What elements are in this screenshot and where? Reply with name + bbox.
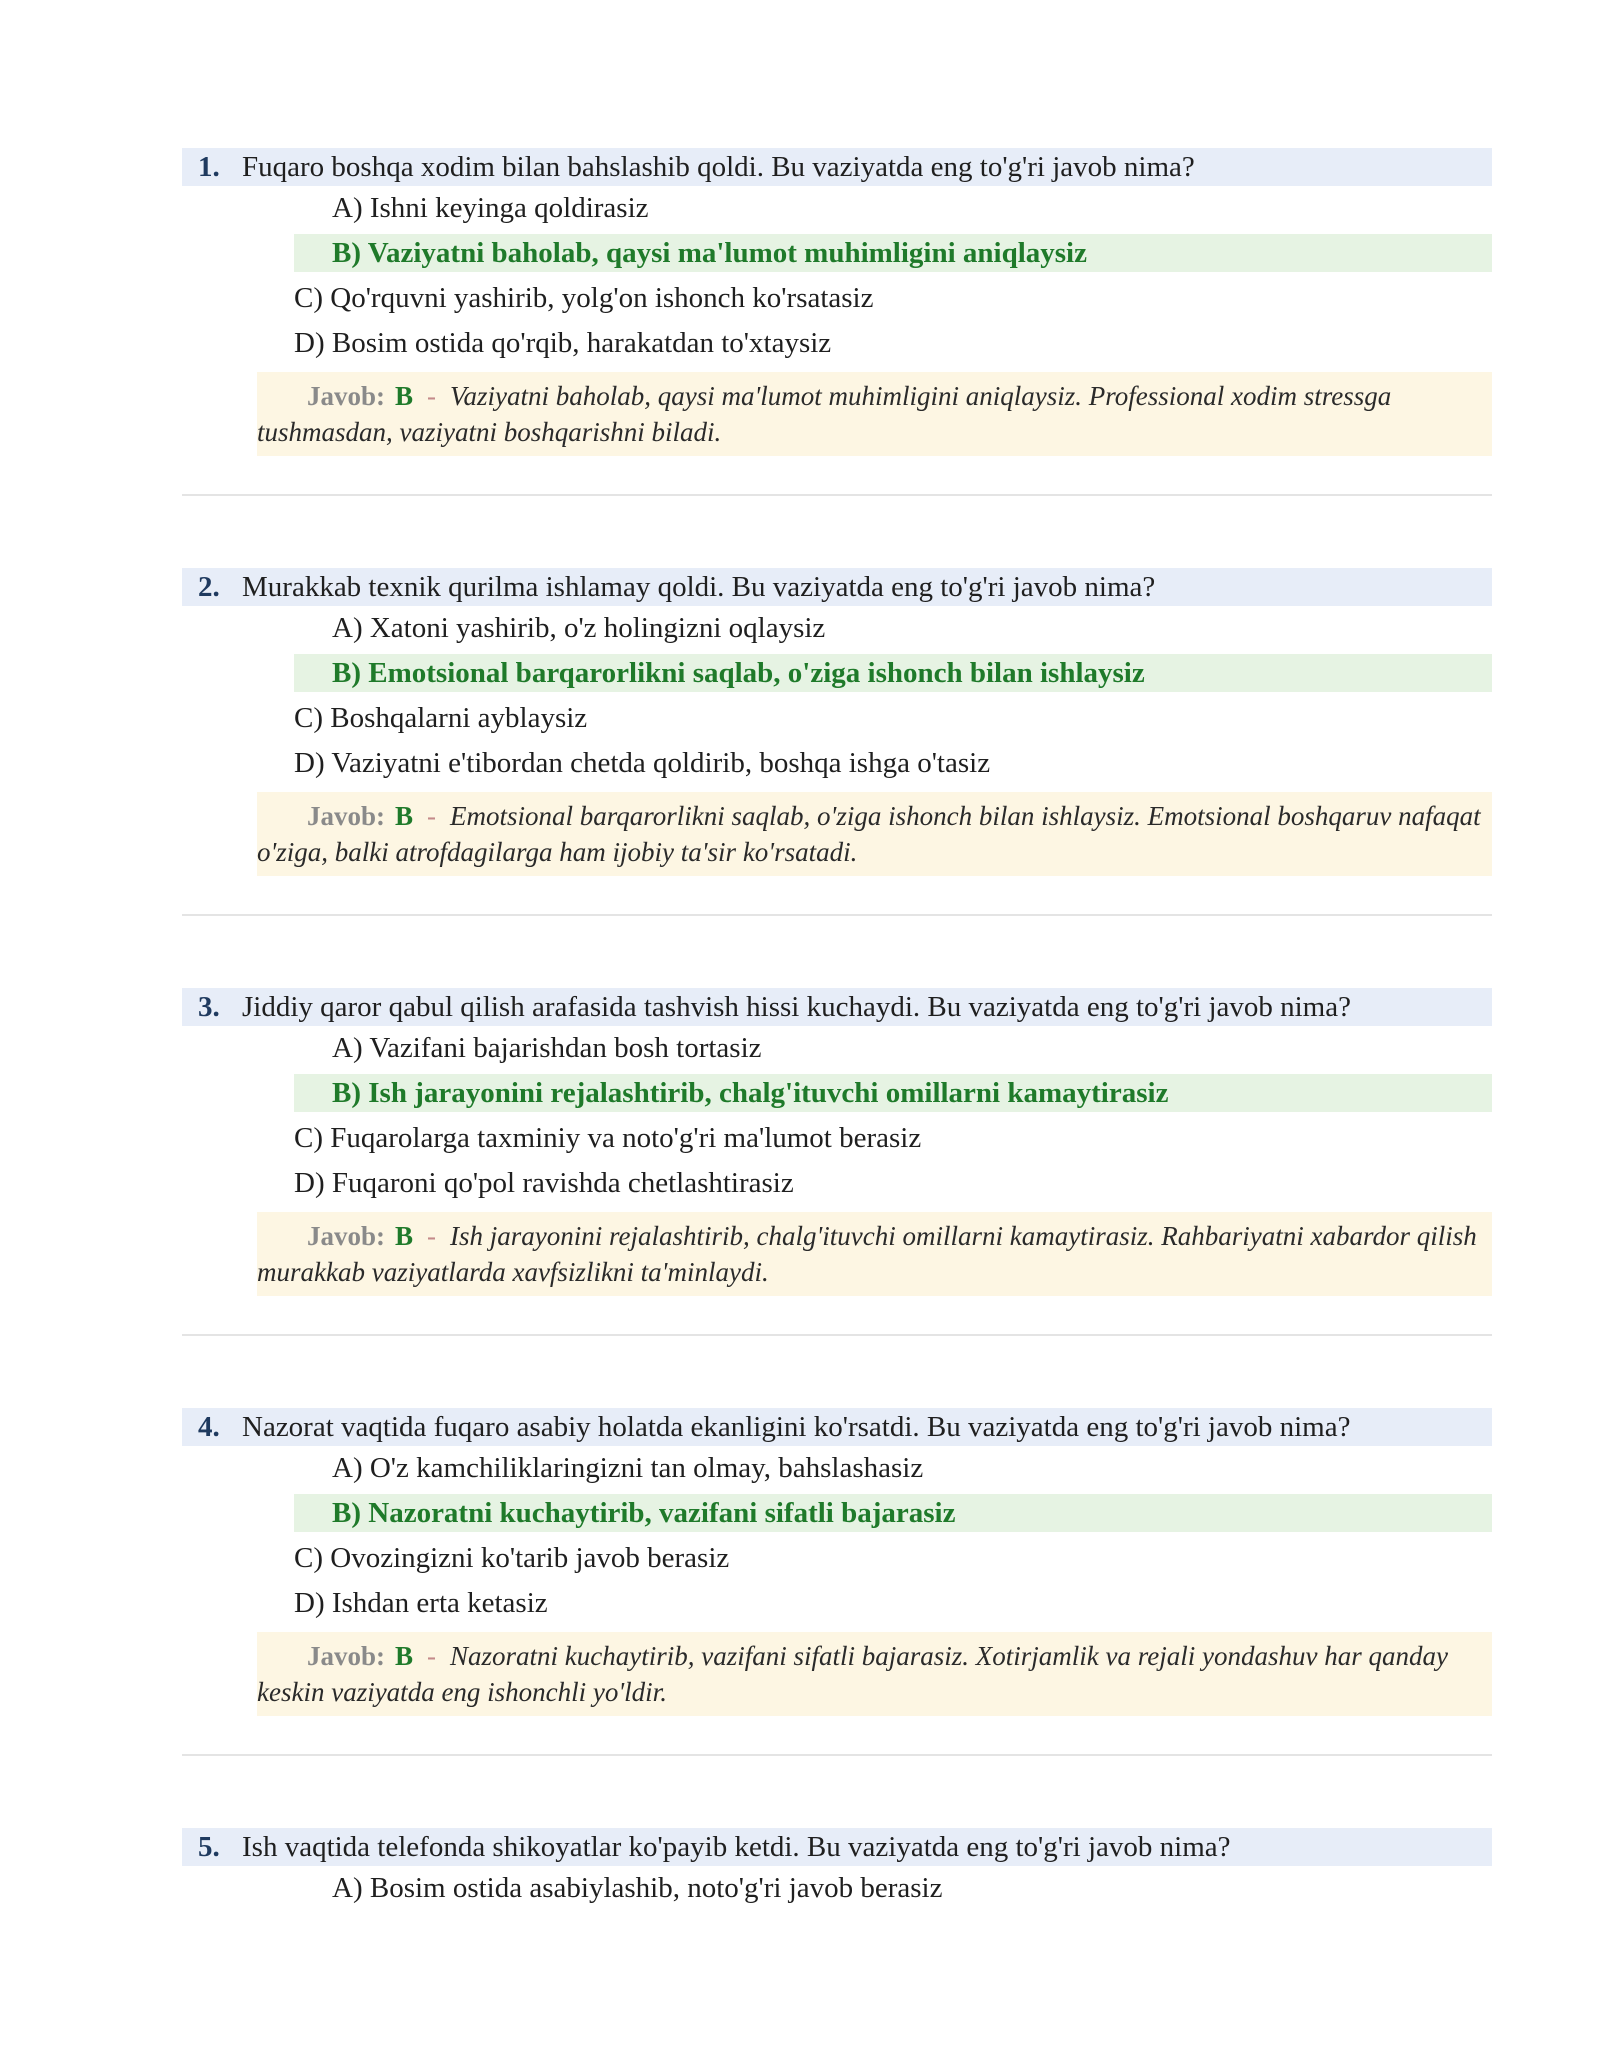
option-d: D) Fuqaroni qo'pol ravishda chetlashtirasiz [294, 1167, 794, 1199]
divider [182, 1334, 1492, 1336]
option-c: C) Fuqarolarga taxminiy va noto'g'ri ma'lumot berasiz [294, 1122, 922, 1154]
question-number: 3. [198, 991, 220, 1023]
answer-text: Nazoratni kuchaytirib, vazifani sifatli bajarasiz. Xotirjamlik va rejali yondashuv har qanday keskin vaziyatda eng ishonchli yo'ldir. [257, 1641, 1448, 1707]
question-text: Ish vaqtida telefonda shikoyatlar ko'payib ketdi. Bu vaziyatda eng to'g'ri javob nima? [242, 1831, 1231, 1863]
option-c: C) Qo'rquvni yashirib, yolg'on ishonch ko'rsatasiz [294, 282, 874, 314]
answer-box [257, 372, 1492, 456]
question-4 [182, 1408, 1492, 1716]
question-title [182, 148, 1492, 186]
question-5 [182, 1828, 1492, 1911]
question-title [182, 988, 1492, 1026]
question-text: Jiddiy qaror qabul qilish arafasida tashvish hissi kuchaydi. Bu vaziyatda eng to'g'ri javob nima? [242, 991, 1351, 1023]
answer-dash: - [427, 381, 437, 411]
question-number: 5. [198, 1831, 220, 1863]
divider [182, 494, 1492, 496]
question-text: Nazorat vaqtida fuqaro asabiy holatda ekanligini ko'rsatdi. Bu vaziyatda eng to'g'ri javob nima? [242, 1411, 1351, 1443]
answer-text: Emotsional barqarorlikni saqlab, o'ziga ishonch bilan ishlaysiz. Emotsional boshqaruv nafaqat o'ziga, balki atrofdagilarga ham ijobiy ta'sir ko'rsatadi. [257, 801, 1481, 867]
option-a: A) O'z kamchiliklaringizni tan olmay, bahslashasiz [332, 1452, 924, 1484]
answer-dash: - [427, 801, 437, 831]
answer-label: Javob: [307, 381, 386, 411]
answer-letter: B [395, 1221, 414, 1251]
answer-dash: - [427, 1641, 437, 1671]
option-b-correct: B) Nazoratni kuchaytirib, vazifani sifatli bajarasiz [294, 1494, 1492, 1532]
question-number: 4. [198, 1411, 220, 1443]
option-d: D) Bosim ostida qo'rqib, harakatdan to'xtaysiz [294, 327, 832, 359]
answer-text: Vaziyatni baholab, qaysi ma'lumot muhimligini aniqlaysiz. Professional xodim stressga tushmasdan, vaziyatni boshqarishni biladi. [257, 381, 1392, 447]
option-a: A) Ishni keyinga qoldirasiz [332, 192, 649, 224]
answer-box [257, 792, 1492, 876]
answer-letter: B [395, 381, 414, 411]
answer-text: Ish jarayonini rejalashtirib, chalg'ituvchi omillarni kamaytirasiz. Rahbariyatni xabardor qilish murakkab vaziyatlarda xavfsizlikni ta'minlaydi. [257, 1221, 1477, 1287]
option-d: D) Ishdan erta ketasiz [294, 1587, 548, 1619]
question-text: Fuqaro boshqa xodim bilan bahslashib qoldi. Bu vaziyatda eng to'g'ri javob nima? [242, 151, 1195, 183]
option-c: C) Ovozingizni ko'tarib javob berasiz [294, 1542, 730, 1574]
question-1 [182, 148, 1492, 456]
answer-label: Javob: [307, 1641, 386, 1671]
question-text: Murakkab texnik qurilma ishlamay qoldi. Bu vaziyatda eng to'g'ri javob nima? [242, 571, 1156, 603]
option-a: A) Xatoni yashirib, o'z holingizni oqlaysiz [332, 612, 826, 644]
question-title [182, 568, 1492, 606]
question-3 [182, 988, 1492, 1296]
answer-letter: B [395, 801, 414, 831]
question-title [182, 1828, 1492, 1866]
option-a: A) Bosim ostida asabiylashib, noto'g'ri javob berasiz [332, 1872, 943, 1904]
option-a: A) Vazifani bajarishdan bosh tortasiz [332, 1032, 762, 1064]
question-number: 1. [198, 151, 220, 183]
option-b-correct: B) Vaziyatni baholab, qaysi ma'lumot muhimligini aniqlaysiz [294, 234, 1492, 272]
option-c: C) Boshqalarni ayblaysiz [294, 702, 588, 734]
answer-letter: B [395, 1641, 414, 1671]
question-2 [182, 568, 1492, 876]
answer-box [257, 1212, 1492, 1296]
answer-label: Javob: [307, 801, 386, 831]
question-number: 2. [198, 571, 220, 603]
question-title [182, 1408, 1492, 1446]
answer-label: Javob: [307, 1221, 386, 1251]
option-b-correct: B) Emotsional barqarorlikni saqlab, o'ziga ishonch bilan ishlaysiz [294, 654, 1492, 692]
answer-box [257, 1632, 1492, 1716]
divider [182, 914, 1492, 916]
divider [182, 1754, 1492, 1756]
answer-dash: - [427, 1221, 437, 1251]
option-d: D) Vaziyatni e'tibordan chetda qoldirib, boshqa ishga o'tasiz [294, 747, 991, 779]
option-b-correct: B) Ish jarayonini rejalashtirib, chalg'ituvchi omillarni kamaytirasiz [294, 1074, 1492, 1112]
